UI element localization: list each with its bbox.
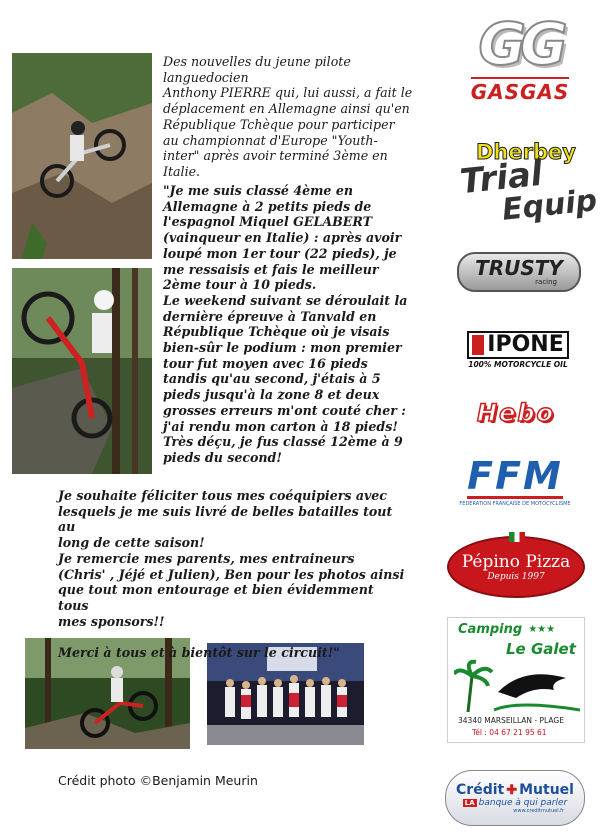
gasgas-mark: GG xyxy=(478,9,562,78)
sponsor-trusty-logo xyxy=(457,252,581,292)
intro-line: au championnat d'Europe "Youth- xyxy=(163,132,378,148)
sponsor-ipone-logo xyxy=(455,330,581,370)
dherbey-equip: Equip xyxy=(500,183,599,228)
intro-line: Des nouvelles du jeune pilote languedocien xyxy=(163,54,351,85)
quote-line: tandis qu'au second, j'étais à 5 xyxy=(163,371,381,387)
sponsor-credit-mutuel-logo xyxy=(444,769,586,827)
quote-line: République Tchèque où je visais xyxy=(163,324,390,340)
ffm-name: FFM xyxy=(467,453,563,498)
quote-line: pieds jusqu'à la zone 8 et deux xyxy=(163,387,380,403)
gasgas-name: GASGAS xyxy=(471,77,570,104)
dherbey-trial: Trial xyxy=(458,153,545,203)
camping-stars: ★★★ xyxy=(528,624,556,635)
quote-line: me ressaisis et fais le meilleur xyxy=(163,261,379,277)
ipone-name: IPONE xyxy=(487,332,564,357)
sponsor-gasgas-logo xyxy=(450,6,590,108)
quote-line: dernière épreuve à Tanvald en xyxy=(163,308,377,324)
sponsor-hebo-logo xyxy=(452,399,580,427)
outro-line: que tout mon entourage et bien évidemment tous xyxy=(58,582,374,613)
quote-line: tour fut moyen avec 16 pieds xyxy=(163,355,368,371)
quote-line: Le weekend suivant se déroulait la xyxy=(163,292,408,308)
camping-name: Le Galet xyxy=(506,640,576,658)
camping-address: 34340 MARSEILLAN - PLAGE xyxy=(458,716,564,725)
ipone-dot-icon xyxy=(472,335,484,355)
sponsor-camping-logo xyxy=(447,618,585,742)
quote-line: Très déçu, je fus classé 12ème à 9 xyxy=(163,434,403,450)
thanks-paragraph xyxy=(58,488,408,661)
dolphin-palm-illustration xyxy=(454,656,580,712)
hebo-name: Hebo xyxy=(476,399,556,427)
outro-line: (Chris' , Jéjé et Julien), Ben pour les photos ainsi xyxy=(58,566,405,582)
italian-flag-icon xyxy=(509,532,525,542)
ipone-sub: 100% MOTORCYCLE OIL xyxy=(468,360,568,369)
intro-paragraph xyxy=(163,54,425,180)
quote-line: bien-sûr le podium : mon premier xyxy=(163,340,402,356)
intro-line: déplacement en Allemagne ainsi qu'en xyxy=(163,101,410,117)
cm-tagline: banque à qui parler xyxy=(478,798,568,808)
closing-line: Merci à tous et à bientôt sur le circuit!" xyxy=(58,645,340,661)
ffm-sub: FEDERATION FRANÇAISE DE MOTOCYCLISME xyxy=(459,500,571,507)
outro-line: lesquels je me suis livré de belles batailles tout au xyxy=(58,503,393,535)
quote-line: loupé mon 1er tour (22 pieds), je xyxy=(163,245,397,261)
quote-line: 2ème tour à 10 pieds. xyxy=(163,277,317,293)
cm-tag-la: LA xyxy=(464,799,475,807)
cm-url: www.creditmutuel.fr xyxy=(513,808,564,814)
sponsor-dherbey-logo xyxy=(454,140,599,228)
intro-line: Anthony PIERRE qui, lui aussi, a fait le xyxy=(163,85,413,101)
pepino-since: Depuis 1997 xyxy=(487,572,545,582)
trusty-sub: racing xyxy=(535,278,557,286)
photo-rider-wheelie xyxy=(12,268,152,474)
quote-line: l'espagnol Miquel GELABERT xyxy=(163,214,372,230)
intro-line: Italie. xyxy=(163,163,201,179)
photo-rider-rock xyxy=(12,53,152,259)
intro-line: inter" après avoir terminé 3ème en xyxy=(163,148,388,164)
pepino-name: Pépino Pizza xyxy=(461,552,571,572)
trusty-name: TRUSTY xyxy=(475,256,563,280)
camping-phone: Tél : 04 67 21 95 61 xyxy=(472,728,547,737)
quote-line: pieds du second! xyxy=(163,449,282,465)
dherbey-top: Dherbey xyxy=(476,140,576,164)
sponsor-pepino-logo xyxy=(447,535,585,599)
outro-line: long de cette saison! xyxy=(58,535,205,551)
rider-quote xyxy=(163,183,425,466)
camping-title: Camping xyxy=(458,622,523,637)
quote-line: grosses erreurs m'ont couté cher : xyxy=(163,402,406,418)
photo-credit: Crédit photo ©Benjamin Meurin xyxy=(58,773,258,788)
cm-cross-icon: ✚ xyxy=(506,782,518,798)
quote-line: j'ai rendu mon carton à 18 pieds! xyxy=(163,418,398,434)
outro-line: Je remercie mes parents, mes entraineurs xyxy=(58,550,355,566)
quote-line: "Je me suis classé 4ème en xyxy=(163,183,354,198)
cm-mutuel: Mutuel xyxy=(519,782,574,798)
quote-line: (vainqueur en Italie) : après avoir xyxy=(163,230,402,246)
quote-line: Allemagne à 2 petits pieds de xyxy=(163,198,372,214)
cm-credit: Crédit xyxy=(456,782,505,798)
outro-line: Je souhaite féliciter tous mes coéquipiers avec xyxy=(58,488,387,503)
intro-line: République Tchèque pour participer xyxy=(163,116,395,132)
sponsor-ffm-logo xyxy=(448,455,582,507)
outro-line: mes sponsors!! xyxy=(58,613,165,629)
